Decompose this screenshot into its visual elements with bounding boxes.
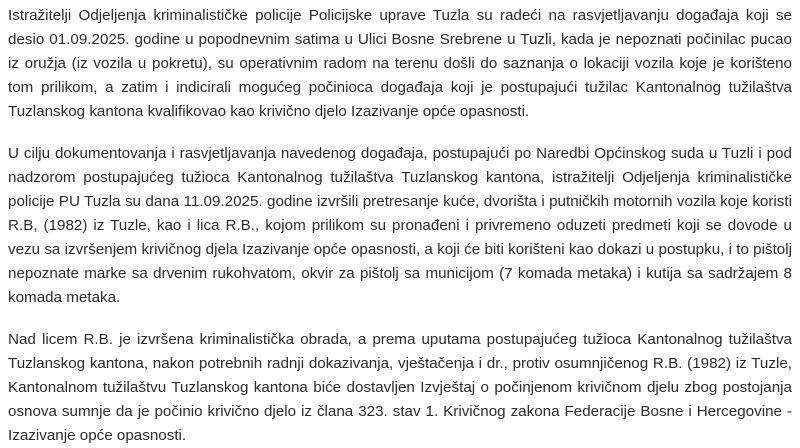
article-paragraph-2: U cilju dokumentovanja i rasvjetljavanja navedenog događaja, postupajući po Naredbi Općinskog suda u Tuzli i pod nadzorom postupajućeg tužioca Kantonalnog tužilaštva Tuzlanskog kantona, istražitelji Odjeljenja kriminalističke policije PU Tuzla su dana 11.09.2025. godine izvršili pretresanje kuće, dvorišta i putničkih motornih vozila koje koristi R.B, (1982) iz Tuzle, kao i lica R.B., kojom prilikom su pronađeni i privremeno oduzeti predmeti koji se dovode u vezu sa izvršenjem krivičnog djela Izazivanje opće opasnosti, a koji će biti korišteni kao dokazi u postupku, i to pištolj nepoznate marke sa drvenim rukohvatom, okvir za pištolj sa municijom (7 komada metaka) i kutija sa sadržajem 8 komada metaka. (8, 145, 792, 306)
article-paragraph-3: Nad licem R.B. je izvršena kriminalistička obrada, a prema uputama postupajućeg tužioca Kantonalnog tužilaštva Tuzlanskog kantona, nakon potrebnih radnji dokazivanja, vještačenja i dr., protiv osumnjičenog R.B. (1982) iz Tuzle, Kantonalnom tužilaštvu Tuzlanskog kantona biće dostavljen Izvještaj o počinjenom krivičnom djelu zbog postojanja osnova sumnje da je počinio krivično djelo iz člana 323. stav 1. Krivičnog zakona Federacije Bosne i Hercegovine - Izazivanje opće opasnosti. (8, 331, 792, 444)
article-body (8, 4, 792, 448)
article-paragraph-1: Istražitelji Odjeljenja kriminalističke policije Policijske uprave Tuzla su radeći na rasvjetljavanju događaja koji se desio 01.09.2025. godine u popodnevnim satima u Ulici Bosne Srebrene u Tuzli, kada je nepoznati počinilac pucao iz oružja (iz vozila u pokretu), su operativnim radom na terenu došli do saznanja o lokaciji vozila koje je korišteno tom prilikom, a zatim i indicirali mogućeg počinioca događaja koji je postupajući tužilac Kantonalnog tužilaštva Tuzlanskog kantona kvalifikovao kao krivično djelo Izazivanje opće opasnosti. (8, 7, 792, 120)
